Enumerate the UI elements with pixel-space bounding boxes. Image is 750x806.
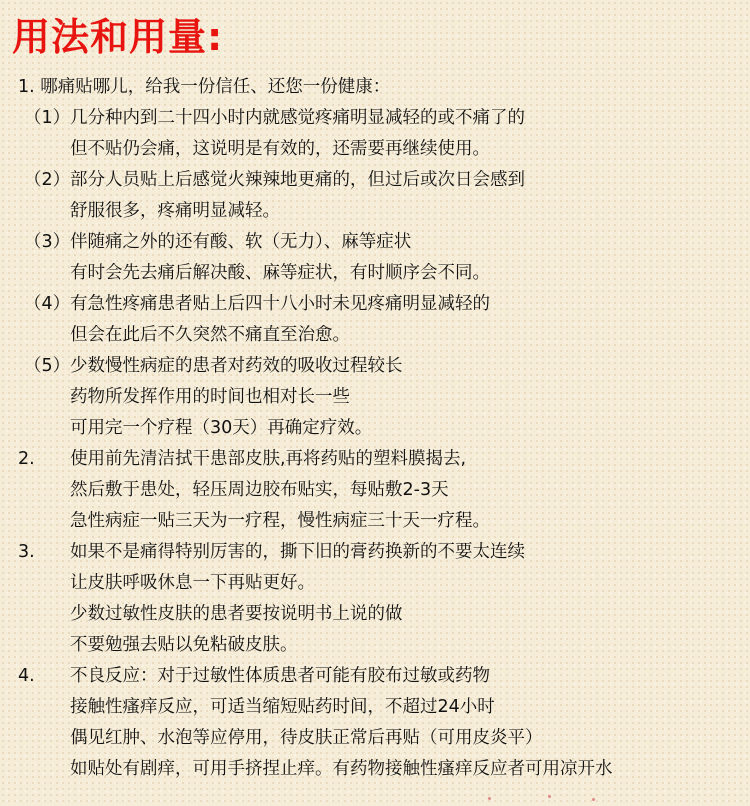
- item-text: 药物所发挥作用的时间也相对长一些: [70, 387, 350, 407]
- item-number: 2.: [18, 449, 35, 469]
- list-item: [0, 227, 750, 258]
- item-number: （5）: [24, 356, 71, 376]
- list-item-continuation: [0, 382, 750, 413]
- item-text: 如贴处有剧痒，可用手挤捏止痒。有药物接触性瘙痒反应者可用凉开水: [70, 759, 613, 779]
- item-text: 急性病症一贴三天为一疗程，慢性病症三十天一疗程。: [70, 511, 490, 531]
- list-item-continuation: [0, 754, 750, 785]
- item-text: 部分人员贴上后感觉火辣辣地更痛的，但过后或次日会感到: [70, 170, 525, 190]
- list-item-continuation: [0, 134, 750, 165]
- list-item-continuation: [0, 506, 750, 537]
- item-text: 不要勉强去贴以免粘破皮肤。: [70, 635, 298, 655]
- list-item: [0, 537, 750, 568]
- list-item-continuation: [0, 723, 750, 754]
- list-item: [0, 165, 750, 196]
- page-title: 用法和用量:: [12, 15, 224, 59]
- item-text: 让皮肤呼吸休息一下再贴更好。: [70, 573, 315, 593]
- list-item: [0, 289, 750, 320]
- item-text: 接触性瘙痒反应，可适当缩短贴药时间，不超过24小时: [70, 697, 495, 717]
- intro-line: [0, 72, 750, 103]
- list-item-continuation: [0, 413, 750, 444]
- intro-text: 1. 哪痛贴哪儿，给我一份信任、还您一份健康：: [18, 77, 391, 97]
- list-item-continuation: [0, 630, 750, 661]
- list-item: [0, 444, 750, 475]
- item-number: （2）: [24, 170, 71, 190]
- item-text: 几分种内到二十四小时内就感觉疼痛明显减轻的或不痛了的: [70, 108, 525, 128]
- item-text: 伴随痛之外的还有酸、软（无力）、麻等症状: [70, 232, 412, 252]
- item-text: 然后敷于患处，轻压周边胶布贴实，每贴敷2-3天: [70, 480, 449, 500]
- list-item: [0, 351, 750, 382]
- item-text: 使用前先清洁拭干患部皮肤,再将药贴的塑料膜揭去,: [70, 449, 467, 469]
- item-text: 舒服很多，疼痛明显减轻。: [70, 201, 280, 221]
- item-text: 有时会先去痛后解决酸、麻等症状，有时顺序会不同。: [70, 263, 490, 283]
- item-text: 如果不是痛得特别厉害的，撕下旧的膏药换新的不要太连续: [70, 542, 525, 562]
- item-text: 但不贴仍会痛，这说明是有效的，还需要再继续使用。: [70, 139, 490, 159]
- item-number: （1）: [24, 108, 71, 128]
- list-item-continuation: [0, 196, 750, 227]
- list-item-continuation: [0, 258, 750, 289]
- list-item: [0, 103, 750, 134]
- item-number: （4）: [24, 294, 71, 314]
- item-text: 少数过敏性皮肤的患者要按说明书上说的做: [70, 604, 403, 624]
- decorative-dot: [548, 795, 551, 798]
- item-number: （3）: [24, 232, 71, 252]
- list-item-continuation: [0, 475, 750, 506]
- item-text: 偶见红肿、水泡等应停用，待皮肤正常后再贴（可用皮炎平）: [70, 728, 543, 748]
- item-text: 不良反应：对于过敏性体质患者可能有胶布过敏或药物: [70, 666, 490, 686]
- item-number: 4.: [18, 666, 35, 686]
- item-text: 可用完一个疗程（30天）再确定疗效。: [70, 418, 373, 438]
- list-item-continuation: [0, 320, 750, 351]
- list-item: [0, 661, 750, 692]
- decorative-dot: [488, 797, 491, 800]
- item-number: 3.: [18, 542, 35, 562]
- list-item-continuation: [0, 568, 750, 599]
- list-item-continuation: [0, 692, 750, 723]
- list-item-continuation: [0, 599, 750, 630]
- item-text: 有急性疼痛患者贴上后四十八小时未见疼痛明显减轻的: [70, 294, 490, 314]
- item-text: 少数慢性病症的患者对药效的吸收过程较长: [70, 356, 403, 376]
- decorative-dot: [592, 798, 595, 801]
- usage-content: [0, 72, 750, 785]
- item-text: 但会在此后不久突然不痛直至治愈。: [70, 325, 350, 345]
